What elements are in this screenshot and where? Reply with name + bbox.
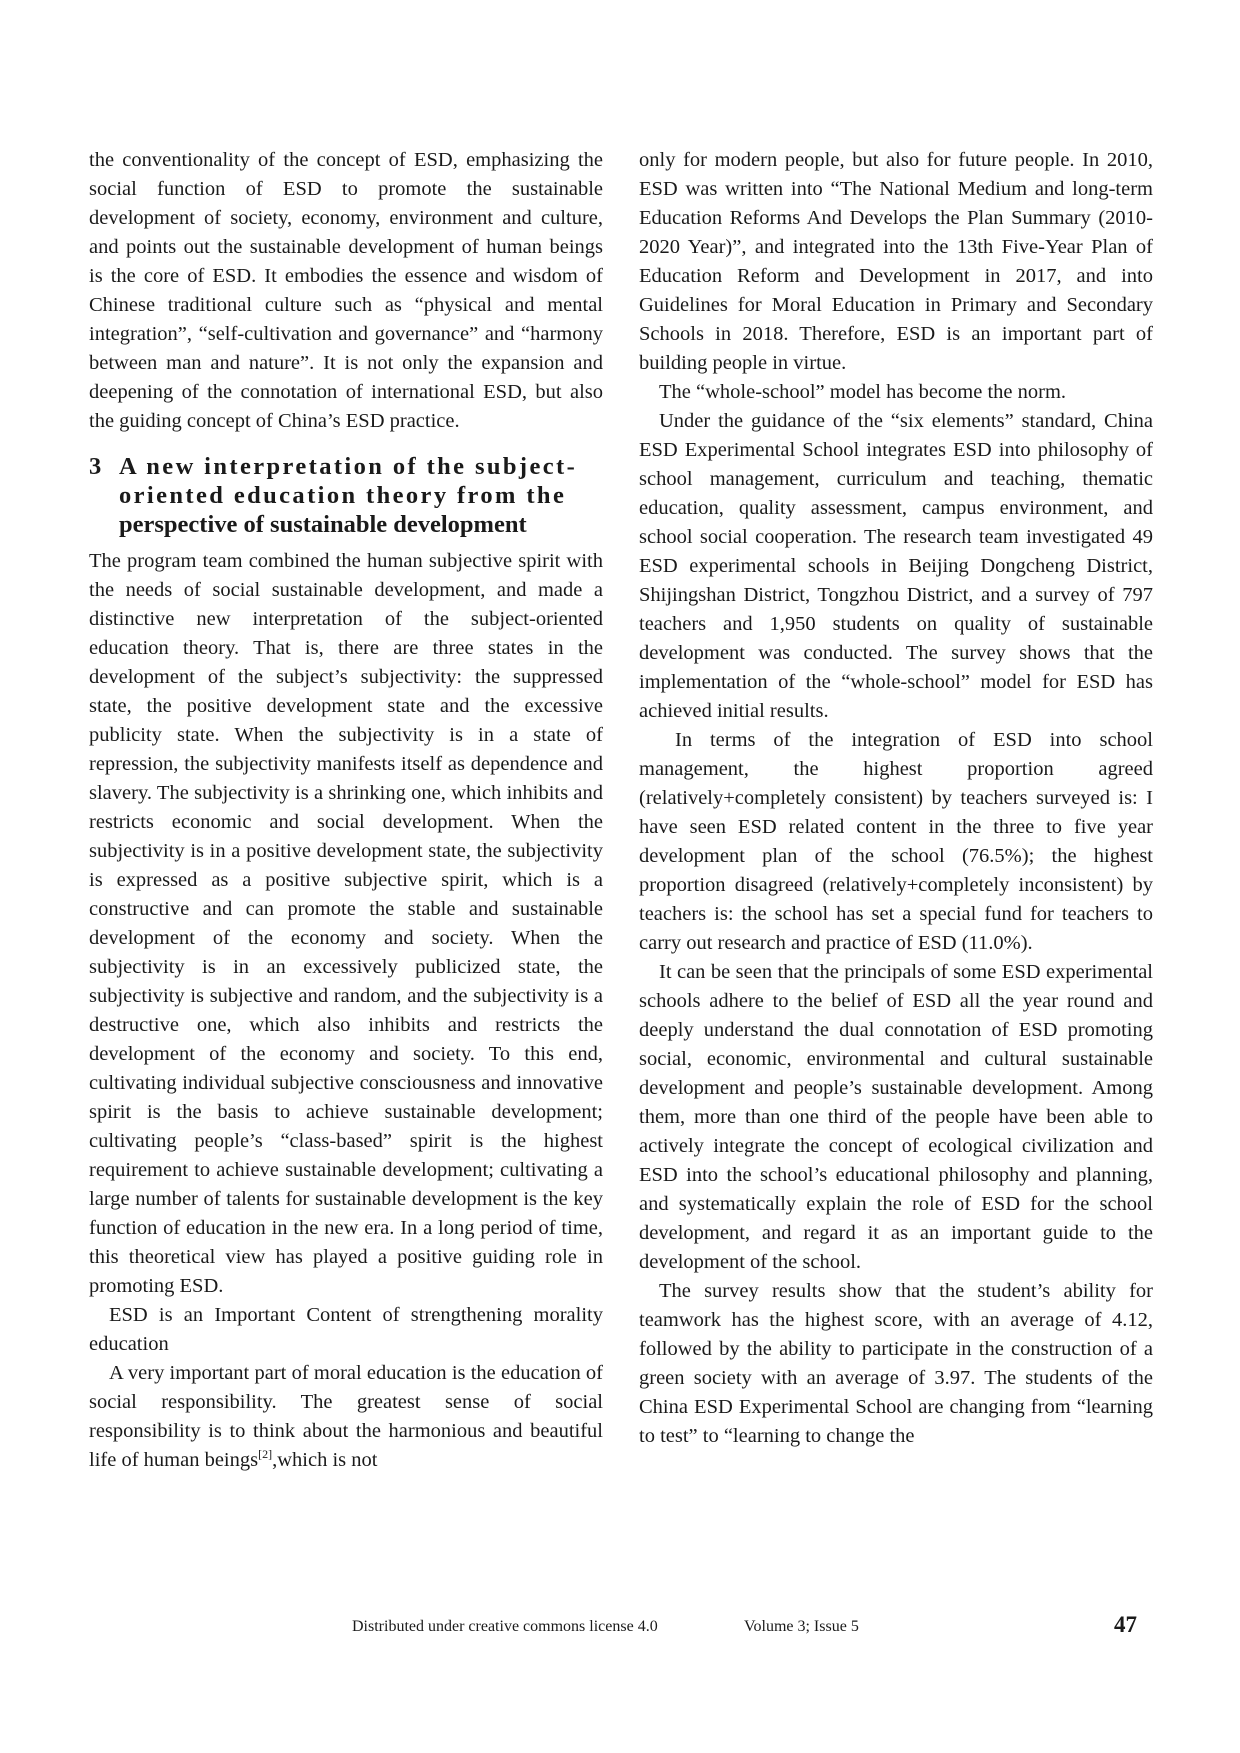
- paragraph: It can be seen that the principals of some ESD experimental schools adhere to the belief of ESD all the year round and deeply understand the dual connotation of ESD promoting social, economic, environmental and cultural sustainable development and people’s sustainable development. Among them, more than one third of the people have been able to actively integrate the concept of ecological civilization and ESD into the school’s educational philosophy and planning, and systematically explain the role of ESD for the school development, and regard it as an important guide to the development of the school.: [639, 961, 1153, 1273]
- paragraph: The survey results show that the student’s ability for teamwork has the highest score, with an average of 4.12, followed by the ability to participate in the construction of a green society with an average of 3.97. The students of the China ESD Experimental School are changing from “learning to test” to “learning to change the: [639, 1280, 1153, 1447]
- section-title-line: oriented education theory from the: [119, 482, 567, 509]
- paragraph: only for modern people, but also for future people. In 2010, ESD was written into “The National Medium and long-term Education Reforms And Develops the Plan Summary (2010-2020 Year)”, and integrated into the 13th Five-Year Plan of Education Reform and Development in 2017, and into Guidelines for Moral Education in Primary and Secondary Schools in 2018. Therefore, ESD is an important part of building people in virtue.: [639, 149, 1153, 374]
- paragraph-text: A very important part of moral education is the education of social responsibility. The greatest sense of social responsibility is to think about the harmonious and beautiful life of human beings: [89, 1362, 603, 1471]
- license-text: Distributed under creative commons license 4.0: [352, 1618, 658, 1635]
- paragraph: Under the guidance of the “six elements” standard, China ESD Experimental School integrates ESD into philosophy of school management, curriculum and teaching, thematic education, quality assessment, campus environment, and school social cooperation. The research team investigated 49 ESD experimental schools in Beijing Dongcheng District, Shijingshan District, Tongzhou District, and a survey of 797 teachers and 1,950 students on quality of sustainable development was conducted. The survey shows that the implementation of the “whole-school” model for ESD has achieved initial results.: [639, 410, 1153, 722]
- citation-ref: [2]: [258, 1447, 273, 1461]
- section-title: [119, 452, 603, 539]
- left-column: [89, 146, 603, 1475]
- volume-issue: Volume 3; Issue 5: [744, 1618, 859, 1635]
- paragraph: the conventionality of the concept of ESD, emphasizing the social function of ESD to promote the sustainable development of society, economy, environment and culture, and points out the sustainable development of human beings is the core of ESD. It embodies the essence and wisdom of Chinese traditional culture such as “physical and mental integration”, “self-cultivation and governance” and “harmony between man and nature”. It is not only the expansion and deepening of the connotation of international ESD, but also the guiding concept of China’s ESD practice.: [89, 149, 603, 432]
- paragraph: The “whole-school” model has become the norm.: [659, 381, 1067, 403]
- paragraph-text: ,which is not: [272, 1449, 378, 1471]
- paragraph: ESD is an Important Content of strengthening morality education: [89, 1304, 603, 1355]
- paragraph: [89, 1359, 603, 1475]
- section-title-line: perspective of sustainable development: [119, 511, 527, 538]
- section-title-line: A new interpretation of the subject-: [119, 453, 578, 480]
- page-number: 47: [1114, 1612, 1137, 1637]
- paragraph: The program team combined the human subjective spirit with the needs of social sustainable development, and made a distinctive new interpretation of the subject-oriented education theory. That is, there are three states in the development of the subject’s subjectivity: the suppressed state, the positive development state and the excessive publicity state. When the subjectivity is in a state of repression, the subjectivity manifests itself as dependence and slavery. The subjectivity is a shrinking one, which inhibits and restricts economic and social development. When the subjectivity is in a positive development state, the subjectivity is expressed as a positive subjective spirit, which is a constructive and can promote the stable and sustainable development of the economy and society. When the subjectivity is in an excessively publicized state, the subjectivity is subjective and random, and the subjectivity is a destructive one, which also inhibits and restricts the development of the economy and society. To this end, cultivating individual subjective consciousness and innovative spirit is the basis to achieve sustainable development; cultivating people’s “class-based” spirit is the highest requirement to achieve sustainable development; cultivating a large number of talents for sustainable development is the key function of education in the new era. In a long period of time, this theoretical view has played a positive guiding role in promoting ESD.: [89, 550, 603, 1297]
- page-footer: [0, 1612, 1240, 1642]
- paragraph: In terms of the integration of ESD into school management, the highest proportion agreed (relatively+completely consistent) by teachers surveyed is: I have seen ESD related content in the three to five year development plan of the school (76.5%); the highest proportion disagreed (relatively+completely inconsistent) by teachers is: the school has set a special fund for teachers to carry out research and practice of ESD (11.0%).: [639, 729, 1153, 954]
- section-heading: [89, 452, 603, 539]
- section-number: 3: [89, 453, 102, 480]
- right-column: [639, 146, 1153, 1451]
